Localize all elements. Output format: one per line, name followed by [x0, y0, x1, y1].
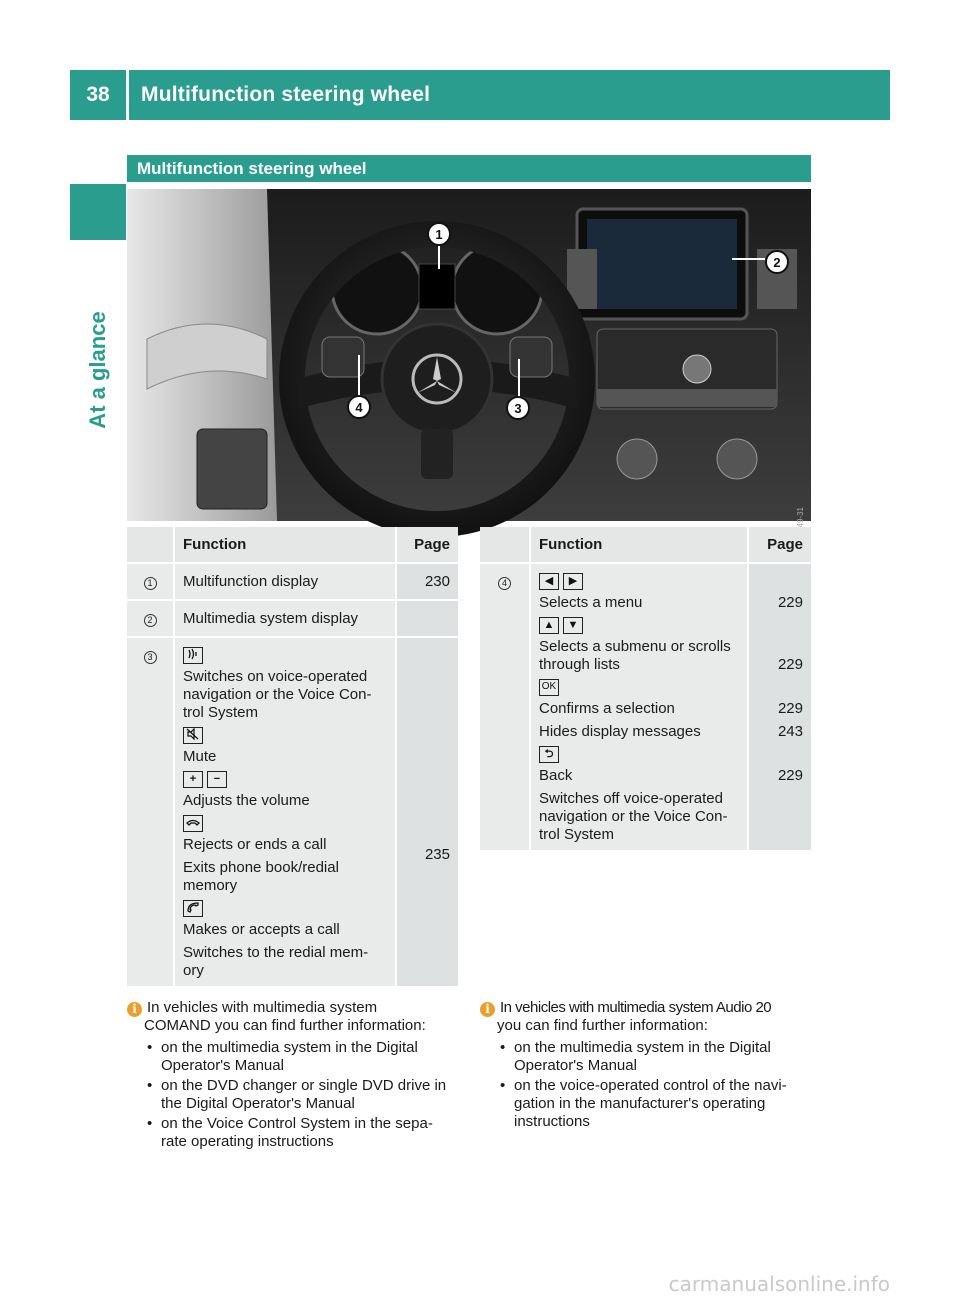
- arrow-up-icon: ▲: [539, 617, 559, 634]
- page-ref: 243: [777, 723, 803, 740]
- callout-label-1: 1: [435, 227, 443, 242]
- table-row: [480, 563, 811, 850]
- function-text: Adjusts the volume: [183, 792, 310, 809]
- table-header: [480, 527, 811, 563]
- note-text: In vehicles with multimedia system: [147, 999, 378, 1016]
- function-text: navigation or the Voice Con-: [539, 808, 728, 825]
- function-text: Selects a menu: [539, 594, 643, 611]
- table-row: [127, 563, 458, 600]
- function-text: trol System: [183, 704, 259, 721]
- function-text: Multimedia system display: [183, 610, 359, 627]
- arrow-right-icon: ▶: [563, 573, 583, 590]
- row-number: 4: [498, 577, 511, 590]
- function-text: Mute: [183, 748, 217, 765]
- note-list: [480, 1039, 820, 1131]
- column-header-function: Function: [174, 527, 396, 563]
- page-ref: 235: [424, 846, 450, 863]
- function-text: Switches on voice-operated: [183, 668, 368, 685]
- function-text: Multifunction display: [183, 573, 319, 590]
- function-text: Back: [539, 767, 573, 784]
- page-ref: 229: [777, 700, 803, 717]
- function-text: Exits phone book/redial: [183, 859, 339, 876]
- row-number: 2: [144, 614, 157, 627]
- info-note-right: [480, 999, 820, 1133]
- column-header-page: Page: [396, 527, 458, 563]
- volume-down-icon: −: [207, 771, 227, 788]
- function-text: trol System: [539, 826, 615, 843]
- back-icon: ⮌: [539, 746, 559, 763]
- function-text: Confirms a selection: [539, 700, 675, 717]
- page-ref: 229: [777, 767, 803, 784]
- page-ref: 230: [424, 573, 450, 590]
- info-note-left: [127, 999, 467, 1153]
- photo-callout-2: [766, 251, 788, 273]
- info-icon: i: [127, 1002, 142, 1017]
- page-ref: [405, 610, 450, 628]
- info-icon: i: [480, 1002, 495, 1017]
- function-text: Rejects or ends a call: [183, 836, 327, 853]
- function-text: memory: [183, 877, 238, 894]
- arrow-down-icon: ▼: [563, 617, 583, 634]
- arrow-left-icon: ◀: [539, 573, 559, 590]
- header-divider: [126, 70, 129, 120]
- section-title: Multifunction steering wheel: [127, 155, 811, 182]
- note-text: COMAND you can find further information:: [144, 1017, 426, 1034]
- function-text: ory: [183, 962, 204, 979]
- photo-callout-3: [507, 397, 529, 419]
- watermark: carmanualsonline.info: [668, 1272, 890, 1296]
- list-item: • on the voice-operated control of the navi- gation in the manufacturer's operating instructions: [500, 1077, 787, 1130]
- list-item: • on the Voice Control System in the sepa- rate operating instructions: [147, 1115, 433, 1150]
- voice-control-icon: [183, 647, 203, 664]
- ok-button-icon: OK: [539, 679, 559, 696]
- function-text: through lists: [539, 656, 620, 673]
- table-header: [127, 527, 458, 563]
- column-header-function: Function: [530, 527, 748, 563]
- photo-callout-4: [348, 396, 370, 418]
- page-ref: 229: [777, 594, 803, 611]
- list-item: • on the multimedia system in the Digital Operator's Manual: [147, 1039, 418, 1074]
- function-table-left: [127, 527, 458, 986]
- list-item: • on the multimedia system in the Digital Operator's Manual: [500, 1039, 771, 1074]
- mute-icon: [183, 727, 203, 744]
- note-text: you can find further information:: [497, 1017, 708, 1034]
- phone-accept-icon: [183, 900, 203, 917]
- callout-label-4: 4: [355, 400, 363, 415]
- function-text: Makes or accepts a call: [183, 921, 340, 938]
- function-text: navigation or the Voice Con-: [183, 686, 372, 703]
- callout-label-2: 2: [773, 255, 781, 270]
- table-row: [127, 637, 458, 986]
- page-ref: 229: [777, 656, 803, 673]
- volume-up-icon: +: [183, 771, 203, 788]
- function-text: Hides display messages: [539, 723, 701, 740]
- page-number: 38: [86, 83, 110, 106]
- phone-hangup-icon: [183, 815, 203, 832]
- photo-callout-1: [428, 223, 450, 245]
- function-table-right: [480, 527, 811, 850]
- callout-label-3: 3: [514, 401, 522, 416]
- header-title: Multifunction steering wheel: [141, 83, 431, 106]
- cockpit-illustration: [127, 189, 811, 521]
- function-text: Switches off voice-operated: [539, 790, 723, 807]
- row-number: 3: [144, 651, 157, 664]
- function-text: Selects a submenu or scrolls: [539, 638, 731, 655]
- cockpit-photo: [127, 189, 811, 521]
- note-list: [127, 1039, 467, 1151]
- column-header-page: Page: [748, 527, 811, 563]
- side-tab-marker: [70, 184, 126, 240]
- note-text: In vehicles with multimedia system Audio 20: [500, 999, 772, 1016]
- table-row: [127, 600, 458, 637]
- row-number: 1: [144, 577, 157, 590]
- function-text: Switches to the redial mem-: [183, 944, 369, 961]
- side-tab-label: At a glance: [85, 311, 110, 429]
- list-item: • on the DVD changer or single DVD drive in the Digital Operator's Manual: [147, 1077, 447, 1112]
